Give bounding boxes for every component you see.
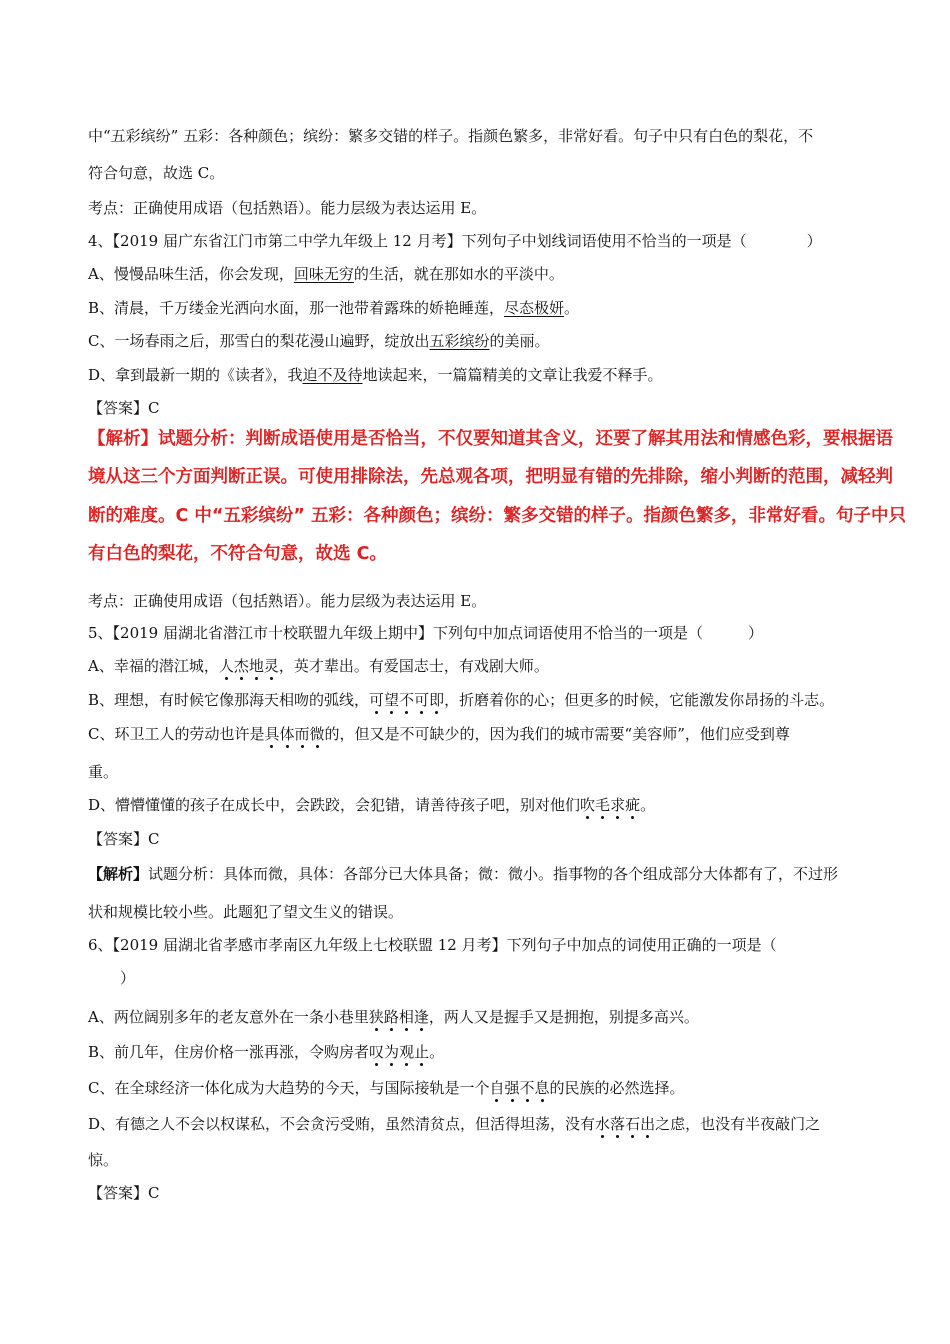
text-line: 符合句意，故选 C。 xyxy=(88,164,225,182)
emphasis-char: 石 xyxy=(625,1115,641,1133)
dotted-word xyxy=(369,691,444,709)
emphasis-char: 可 xyxy=(414,691,430,709)
emphasis-char: 水 xyxy=(595,1115,611,1133)
question-6-option-b: B、前几年，住房价格一涨再涨，令购房者叹为观止。 xyxy=(88,1043,445,1061)
question-4-option-b: B、清晨，千万缕金光洒向水面，那一池带着露珠的娇艳睡莲，尽态极妍。 xyxy=(88,299,580,317)
emphasis-char: 具 xyxy=(264,725,280,743)
emphasis-char: 观 xyxy=(399,1043,415,1061)
emphasis-char: 止 xyxy=(414,1043,430,1061)
text-line: 重。 xyxy=(88,763,119,781)
kaodian-line: 考点：正确使用成语（包括熟语）。能力层级为表达运用 E。 xyxy=(88,199,487,217)
emphasis-char: 不 xyxy=(519,1079,535,1097)
underlined-word: 回味无穷 xyxy=(293,265,354,283)
question-5-option-a: A、幸福的潜江城，人杰地灵，英才辈出。有爱国志士，有戏剧大师。 xyxy=(88,657,549,675)
answer-label: 【答案】C xyxy=(88,399,160,417)
question-6-option-c: C、在全球经济一体化成为大趋势的今天，与国际接轨是一个自强不息的民族的必然选择。 xyxy=(88,1079,685,1097)
dotted-word xyxy=(264,725,324,743)
emphasis-char: 望 xyxy=(384,691,400,709)
emphasis-char: 微 xyxy=(309,725,325,743)
emphasis-char: 吹 xyxy=(580,796,596,814)
question-6-option-d: D、有德之人不会以权谋私，不会贪污受贿，虽然清贫点，但活得坦荡，没有水落石出之虑，也没有半夜敲门之 xyxy=(88,1115,821,1133)
answer-label: 【答案】C xyxy=(88,1184,160,1202)
question-4-option-c: C、一场春雨之后，那雪白的梨花漫山遍野，绽放出五彩缤纷的美丽。 xyxy=(88,332,550,350)
dotted-word xyxy=(369,1008,429,1026)
emphasis-char: 逢 xyxy=(413,1008,429,1026)
emphasis-char: 路 xyxy=(383,1008,399,1026)
emphasis-char: 体 xyxy=(279,725,295,743)
emphasis-char: 地 xyxy=(248,657,264,675)
analysis-line: 断的难度。C 中“五彩缤纷” 五彩：各种颜色；缤纷：繁多交错的样子。指颜色繁多，非常好看。句子中只 xyxy=(88,506,907,526)
text-line: 惊。 xyxy=(88,1151,119,1169)
kaodian-line: 考点：正确使用成语（包括熟语）。能力层级为表达运用 E。 xyxy=(88,592,487,610)
question-5-stem: 5、【2019 届湖北省潜江市十校联盟九年级上期中】下列句中加点词语使用不恰当的一项是（ ） xyxy=(88,624,763,642)
emphasis-char: 自 xyxy=(489,1079,505,1097)
answer-label: 【答案】C xyxy=(88,830,160,848)
emphasis-char: 出 xyxy=(640,1115,656,1133)
question-4-option-d: D、拿到最新一期的《读者》，我迫不及待地读起来，一篇篇精美的文章让我爱不释手。 xyxy=(88,366,663,384)
analysis-line: 【解析】试题分析：具体而微，具体：各部分已大体具备；微：微小。指事物的各个组成部分大体都有了，不过形 xyxy=(88,865,839,883)
emphasis-char: 强 xyxy=(504,1079,520,1097)
emphasis-char: 而 xyxy=(294,725,310,743)
emphasis-char: 狭 xyxy=(368,1008,384,1026)
emphasis-char: 人 xyxy=(218,657,234,675)
underlined-word: 迫不及待 xyxy=(302,366,363,384)
text-line: 中“五彩缤纷” 五彩：各种颜色；缤纷：繁多交错的样子。指颜色繁多，非常好看。句子中只有白色的梨花，不 xyxy=(88,127,814,145)
question-6-stem: 6、【2019 届湖北省孝感市孝南区九年级上七校联盟 12 月考】下列句子中加点的词使用正确的一项是（ xyxy=(88,936,777,954)
underlined-word: 五彩缤纷 xyxy=(429,332,490,350)
emphasis-char: 可 xyxy=(369,691,385,709)
emphasis-char: 求 xyxy=(610,796,626,814)
analysis-line: 状和规模比较小些。此题犯了望文生义的错误。 xyxy=(88,903,404,921)
emphasis-char: 为 xyxy=(384,1043,400,1061)
dotted-word xyxy=(595,1115,655,1133)
question-5-option-b: B、理想，有时候它像那海天相吻的弧线，可望不可即，折磨着你的心；但更多的时候，它能激发你昂扬的斗志。 xyxy=(88,691,835,709)
question-4-stem: 4、【2019 届广东省江门市第二中学九年级上 12 月考】下列句子中划线词语使用不恰当的一项是（ ） xyxy=(88,232,822,250)
analysis-line: 有白色的梨花，不符合句意，故选 C。 xyxy=(88,544,387,564)
question-4-option-a: A、慢慢品味生活，你会发现，回味无穷的生活，就在那如水的平淡中。 xyxy=(88,265,564,283)
emphasis-char: 杰 xyxy=(233,657,249,675)
text-line: ） xyxy=(120,969,136,987)
dotted-word xyxy=(219,657,279,675)
question-5-option-c: C、环卫工人的劳动也许是具体而微的，但又是不可缺少的，因为我们的城市需要“美容师”，他们应受到尊 xyxy=(88,725,790,743)
question-5-option-d: D、懵懵懂懂的孩子在成长中，会跌跤，会犯错，请善待孩子吧，别对他们吹毛求疵。 xyxy=(88,796,656,814)
emphasis-char: 不 xyxy=(399,691,415,709)
dotted-word xyxy=(489,1079,549,1097)
emphasis-char: 毛 xyxy=(595,796,611,814)
emphasis-char: 相 xyxy=(398,1008,414,1026)
analysis-line: 【解析】试题分析：判断成语使用是否恰当，不仅要知道其含义，还要了解其用法和情感色彩，要根据语 xyxy=(88,429,893,449)
emphasis-char: 叹 xyxy=(369,1043,385,1061)
emphasis-char: 灵 xyxy=(263,657,279,675)
emphasis-char: 疵 xyxy=(625,796,641,814)
question-6-option-a: A、两位阔别多年的老友意外在一条小巷里狭路相逢，两人又是握手又是拥抱，别提多高兴。 xyxy=(88,1008,699,1026)
dotted-word xyxy=(580,796,640,814)
emphasis-char: 即 xyxy=(429,691,445,709)
emphasis-char: 落 xyxy=(610,1115,626,1133)
underlined-word: 尽态极妍 xyxy=(504,299,565,317)
emphasis-char: 息 xyxy=(534,1079,550,1097)
analysis-line: 境从这三个方面判断正误。可使用排除法，先总观各项，把明显有错的先排除，缩小判断的范围，减轻判 xyxy=(88,467,893,487)
dotted-word xyxy=(369,1043,429,1061)
